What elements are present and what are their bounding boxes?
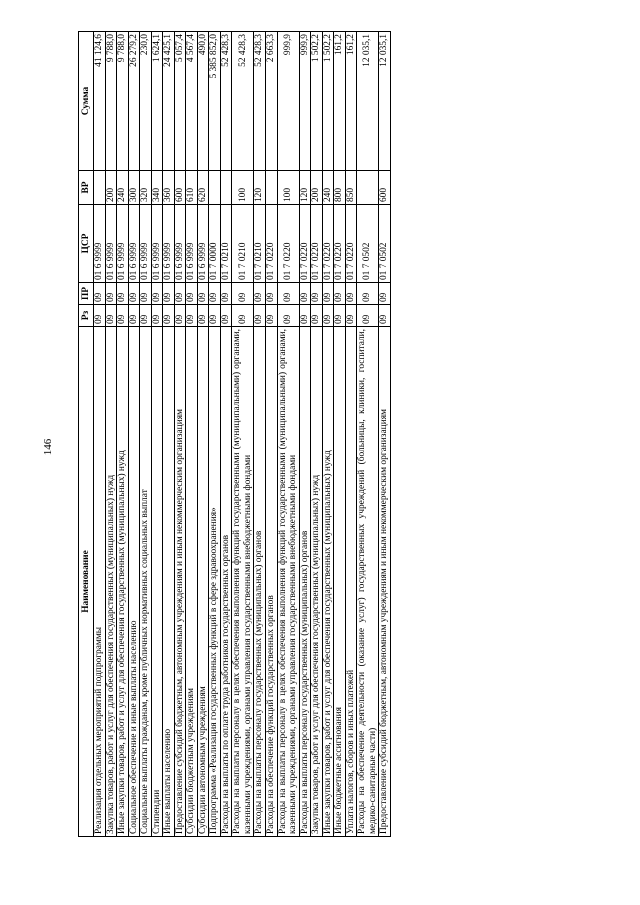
row-rz: 09	[277, 305, 299, 327]
table-row	[197, 32, 209, 837]
row-rz: 09	[345, 305, 357, 327]
row-name: Иные закупки товаров, работ и услуг для обеспечения государственных (муниципальных) нужд	[322, 327, 334, 837]
table-row	[334, 32, 346, 837]
row-name: Иные бюджетные ассигнования	[334, 327, 346, 837]
row-csr: 01 7 0502	[379, 205, 391, 283]
row-name: Подпрограмма «Реализация государственных функций в сфере здравоохранения»	[209, 327, 221, 837]
row-vr: 100	[277, 171, 299, 205]
row-sum: 52 428,3	[232, 32, 254, 171]
row-rz: 09	[174, 305, 186, 327]
row-csr: 01 7 0220	[265, 205, 277, 283]
row-csr: 01 7 0220	[299, 205, 311, 283]
row-rz: 09	[117, 305, 129, 327]
table-row	[277, 32, 299, 837]
row-pr: 09	[94, 283, 106, 305]
row-name: Расходы на выплаты персоналу государственных (муниципальных) органов	[254, 327, 266, 837]
row-pr: 09	[128, 283, 140, 305]
row-sum: 1 502,2	[322, 32, 334, 171]
table-row	[220, 32, 232, 837]
row-name: Закупка товаров, работ и услуг для обеспечения государственных (муниципальных) нужд	[105, 327, 117, 837]
row-vr: 240	[322, 171, 334, 205]
table-row	[140, 32, 152, 837]
row-name: Закупка товаров, работ и услуг для обеспечения государственных (муниципальных) нужд	[311, 327, 323, 837]
row-sum: 1 624,1	[151, 32, 163, 171]
table-row	[174, 32, 186, 837]
row-pr: 09	[277, 283, 299, 305]
table-row	[254, 32, 266, 837]
header-sum: Сумма	[79, 32, 94, 171]
table-row	[311, 32, 323, 837]
row-csr: 01 6 9999	[105, 205, 117, 283]
row-vr: 120	[254, 171, 266, 205]
row-rz: 09	[232, 305, 254, 327]
header-csr: ЦСР	[79, 205, 94, 283]
row-sum: 24 425,1	[163, 32, 175, 171]
row-pr: 09	[311, 283, 323, 305]
row-vr: 600	[379, 171, 391, 205]
row-sum: 41 124,6	[94, 32, 106, 171]
row-name: Социальное обеспечение и иные выплаты населению	[128, 327, 140, 837]
row-rz: 09	[209, 305, 221, 327]
row-name: Субсидии автономным учреждениям	[197, 327, 209, 837]
row-vr: 600	[174, 171, 186, 205]
row-rz: 09	[265, 305, 277, 327]
table-header-row	[79, 32, 94, 837]
row-rz: 09	[299, 305, 311, 327]
rotated-table-container	[78, 32, 558, 837]
row-pr: 09	[151, 283, 163, 305]
row-pr: 09	[197, 283, 209, 305]
row-sum: 12 035,1	[379, 32, 391, 171]
row-pr: 09	[265, 283, 277, 305]
header-pr: ПР	[79, 283, 94, 305]
row-name: Предоставление субсидий бюджетным, автономным учреждениям и иным некоммерческим организациям	[379, 327, 391, 837]
row-vr: 360	[163, 171, 175, 205]
table-row	[163, 32, 175, 837]
table-row	[265, 32, 277, 837]
row-sum: 52 428,3	[220, 32, 232, 171]
row-vr: 800	[334, 171, 346, 205]
row-sum: 4 567,4	[186, 32, 198, 171]
row-csr: 01 6 9999	[197, 205, 209, 283]
row-sum: 2 663,3	[265, 32, 277, 171]
row-vr: 320	[140, 171, 152, 205]
row-csr: 01 6 9999	[140, 205, 152, 283]
row-pr: 09	[322, 283, 334, 305]
row-sum: 12 035,1	[357, 32, 379, 171]
row-pr: 09	[209, 283, 221, 305]
row-name: Расходы на выплаты персоналу в целях обеспечения выполнения функций государственными (муниципальными) органами, казенными учреждениями, органами управления государственными внебюджетными фондами	[277, 327, 299, 837]
row-pr: 09	[117, 283, 129, 305]
row-sum: 52 428,3	[254, 32, 266, 171]
row-pr: 09	[254, 283, 266, 305]
row-name: Иные закупки товаров, работ и услуг для обеспечения государственных (муниципальных) нужд	[117, 327, 129, 837]
row-csr: 01 7 0220	[322, 205, 334, 283]
row-name: Расходы на обеспечение деятельности (оказание услуг) государственных учреждений (больницы, клиники, госпитали, медико-санитарные части)	[357, 327, 379, 837]
row-csr: 01 6 9999	[151, 205, 163, 283]
row-rz: 09	[186, 305, 198, 327]
table-row	[151, 32, 163, 837]
row-name: Иные выплаты населению	[163, 327, 175, 837]
row-name: Расходы на выплаты персоналу государственных (муниципальных) органов	[299, 327, 311, 837]
row-pr: 09	[105, 283, 117, 305]
row-csr: 01 6 9999	[128, 205, 140, 283]
table-row	[345, 32, 357, 837]
table-row	[299, 32, 311, 837]
row-vr	[357, 171, 379, 205]
row-sum: 9 788,0	[117, 32, 129, 171]
row-vr: 100	[232, 171, 254, 205]
row-pr: 09	[357, 283, 379, 305]
page-number: 146	[42, 438, 54, 456]
row-sum: 1 502,2	[311, 32, 323, 171]
row-csr: 01 7 0502	[357, 205, 379, 283]
row-sum: 161,2	[345, 32, 357, 171]
row-pr: 09	[174, 283, 186, 305]
row-pr: 09	[163, 283, 175, 305]
row-pr: 09	[232, 283, 254, 305]
row-vr	[220, 171, 232, 205]
table-row	[357, 32, 379, 837]
row-vr	[265, 171, 277, 205]
row-name: Реализация отдельных мероприятий подпрограммы	[94, 327, 106, 837]
row-pr: 09	[345, 283, 357, 305]
row-vr: 120	[299, 171, 311, 205]
row-sum: 999,9	[299, 32, 311, 171]
row-pr: 09	[334, 283, 346, 305]
row-name: Предоставление субсидий бюджетным, автономным учреждениям и иным некоммерческим организациям	[174, 327, 186, 837]
header-vr: ВР	[79, 171, 94, 205]
row-csr: 01 7 0220	[334, 205, 346, 283]
row-rz: 09	[128, 305, 140, 327]
row-csr: 01 7 0220	[311, 205, 323, 283]
row-rz: 09	[334, 305, 346, 327]
row-pr: 09	[299, 283, 311, 305]
row-vr: 850	[345, 171, 357, 205]
table-row	[322, 32, 334, 837]
row-csr: 01 6 9999	[117, 205, 129, 283]
row-csr: 01 7 0210	[232, 205, 254, 283]
row-rz: 09	[151, 305, 163, 327]
row-pr: 09	[140, 283, 152, 305]
row-rz: 09	[197, 305, 209, 327]
row-rz: 09	[94, 305, 106, 327]
row-sum: 490,0	[197, 32, 209, 171]
row-rz: 09	[105, 305, 117, 327]
row-csr: 01 7 0000	[209, 205, 221, 283]
row-csr: 01 7 0210	[254, 205, 266, 283]
row-rz: 09	[322, 305, 334, 327]
row-pr: 09	[186, 283, 198, 305]
table-row	[117, 32, 129, 837]
row-vr: 200	[311, 171, 323, 205]
row-rz: 09	[254, 305, 266, 327]
row-vr: 610	[186, 171, 198, 205]
row-pr: 09	[220, 283, 232, 305]
table-row	[232, 32, 254, 837]
row-pr: 09	[379, 283, 391, 305]
row-name: Социальные выплаты гражданам, кроме публичных нормативных социальных выплат	[140, 327, 152, 837]
row-vr: 300	[128, 171, 140, 205]
table-row	[209, 32, 221, 837]
row-rz: 09	[357, 305, 379, 327]
table-row	[128, 32, 140, 837]
row-rz: 09	[220, 305, 232, 327]
header-rz: Рз	[79, 305, 94, 327]
row-csr: 01 7 0220	[277, 205, 299, 283]
header-name: Наименование	[79, 327, 94, 837]
table-row	[94, 32, 106, 837]
row-name: Расходы на обеспечение функций государственных органов	[265, 327, 277, 837]
table-row	[379, 32, 391, 837]
row-csr: 01 7 0220	[345, 205, 357, 283]
table-row	[186, 32, 198, 837]
row-rz: 09	[163, 305, 175, 327]
row-csr: 01 6 9999	[163, 205, 175, 283]
row-name: Расходы на выплаты персоналу в целях обеспечения выполнения функций государственными (муниципальными) органами, казенными учреждениями, органами управления государственными внебюджетными фондами	[232, 327, 254, 837]
row-sum: 9 788,0	[105, 32, 117, 171]
row-sum: 999,9	[277, 32, 299, 171]
row-name: Уплата налогов, сборов и иных платежей	[345, 327, 357, 837]
row-rz: 09	[379, 305, 391, 327]
row-sum: 5 057,4	[174, 32, 186, 171]
row-name: Стипендии	[151, 327, 163, 837]
row-sum: 230,0	[140, 32, 152, 171]
row-csr: 01 7 0210	[220, 205, 232, 283]
table-row	[105, 32, 117, 837]
row-sum: 26 279,2	[128, 32, 140, 171]
row-vr: 240	[117, 171, 129, 205]
row-vr: 200	[105, 171, 117, 205]
row-sum: 5 385 852,0	[209, 32, 221, 171]
row-vr: 620	[197, 171, 209, 205]
row-csr: 01 6 9999	[174, 205, 186, 283]
row-csr: 01 6 9999	[186, 205, 198, 283]
row-vr: 340	[151, 171, 163, 205]
row-name: Субсидии бюджетным учреждениям	[186, 327, 198, 837]
row-csr: 01 6 9999	[94, 205, 106, 283]
row-vr	[94, 171, 106, 205]
row-sum: 161,2	[334, 32, 346, 171]
budget-table	[78, 31, 391, 837]
row-rz: 09	[311, 305, 323, 327]
row-name: Расходы на выплаты по оплате труда работников государственных органов	[220, 327, 232, 837]
row-vr	[209, 171, 221, 205]
row-rz: 09	[140, 305, 152, 327]
